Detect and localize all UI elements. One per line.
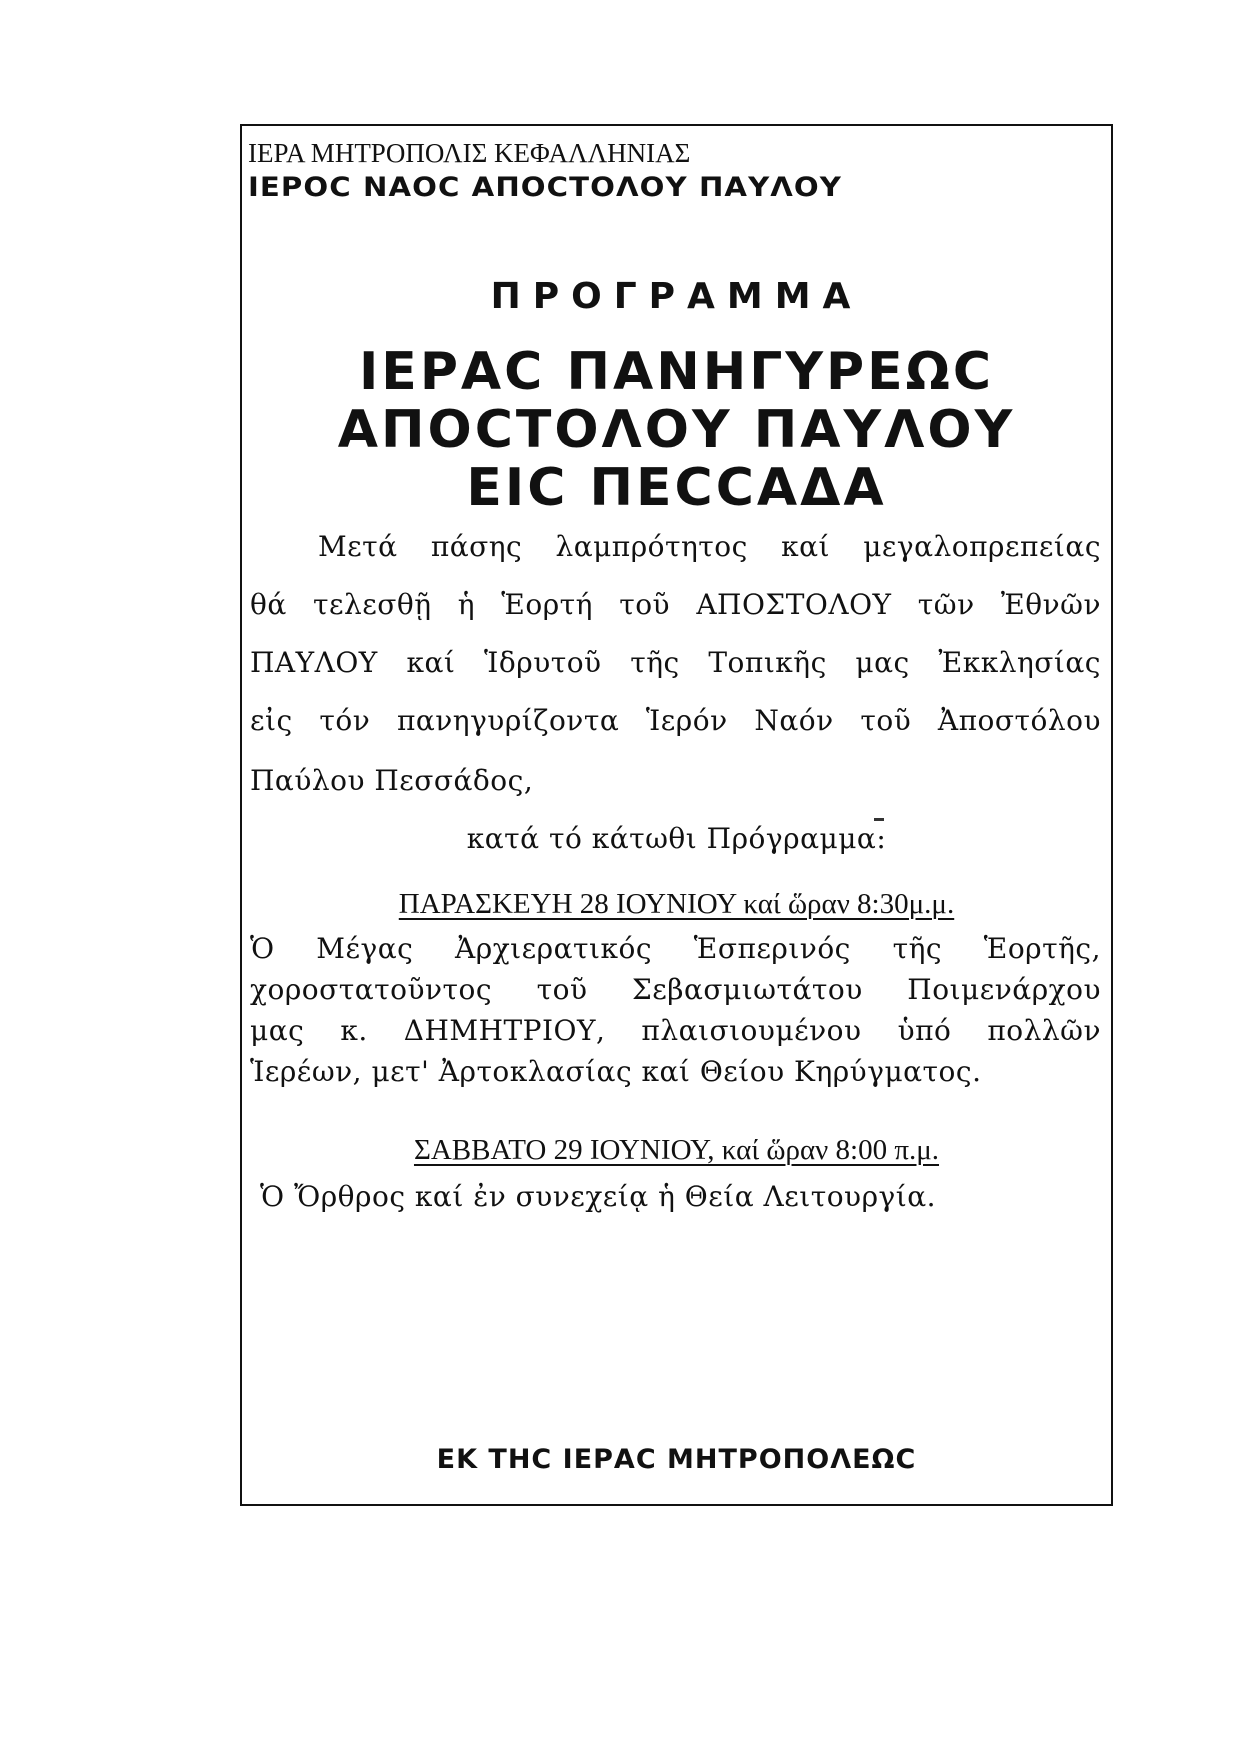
intro-line-2: θά τελεσθῇ ἡ Ἑορτή τοῦ ΑΠΟΣΤΟΛΟΥ τῶν Ἐθνῶν: [250, 588, 1101, 621]
friday-line-4: Ἱερέων, μετ' Ἀρτοκλασίας καί Θείου Κηρύγματος.: [250, 1055, 982, 1088]
notice-frame: [240, 124, 1113, 1506]
saturday-line-1: Ὁ Ὄρθρος καί ἐν συνεχείᾳ ἡ Θεία Λειτουργία.: [260, 1180, 937, 1213]
schedule-heading-saturday: ΣΑΒΒΑΤΟ 29 ΙΟΥΝΙΟΥ, καί ὥραν 8:00 π.μ.: [413, 1134, 940, 1166]
programme-label: ΠΡΟΓΡΑΜΜΑ: [490, 276, 863, 317]
intro-line-4: εἰς τόν πανηγυρίζοντα Ἱερόν Ναόν τοῦ Ἀποστόλου: [250, 704, 1101, 737]
title-line-1: ΙΕΡΑC ΠΑΝΗΓΥΡΕΩC: [358, 342, 995, 402]
church-name: ΙΕΡΟC ΝΑΟC ΑΠΟCΤΟΛΟΥ ΠΑΥΛΟΥ: [248, 172, 842, 203]
footer-signature: ΕΚ ΤΗC ΙΕΡΑC ΜΗΤΡΟΠΟΛΕΩC: [436, 1444, 917, 1475]
friday-line-1: Ὁ Μέγας Ἀρχιερατικός Ἑσπερινός τῆς Ἑορτῆς,: [250, 932, 1101, 965]
friday-line-2: χοροστατοῦντος τοῦ Σεβασμιωτάτου Ποιμενάρχου: [250, 973, 1101, 1006]
schedule-heading-friday: ΠΑΡΑΣΚΕΥΗ 28 ΙΟΥΝΙΟΥ καί ὥραν 8:30μ.μ.: [398, 888, 955, 920]
intro-line-5: Παύλου Πεσσάδος,: [250, 764, 534, 797]
metropolis-name: ΙΕΡΑ ΜΗΤΡΟΠΟΛΙΣ ΚΕΦΑΛΛΗΝΙΑΣ: [248, 138, 691, 168]
friday-line-3: μας κ. ΔΗΜΗΤΡΙΟΥ, πλαισιουμένου ὑπό πολλῶν: [250, 1014, 1101, 1047]
title-line-2: ΑΠΟCΤΟΛΟΥ ΠΑΥΛΟΥ: [337, 400, 1016, 460]
title-line-3: ΕΙC ΠΕCCΑΔΑ: [466, 458, 887, 518]
intro-line-3: ΠΑΥΛΟΥ καί Ἱδρυτοῦ τῆς Τοπικῆς μας Ἐκκλησίας: [250, 646, 1101, 679]
intro-line-1: Μετά πάσης λαμπρότητος καί μεγαλοπρεπείας: [318, 530, 1101, 563]
intro-closing: κατά τό κάτωθι Πρόγραμμα:: [466, 822, 887, 855]
stray-ink-mark: [874, 818, 884, 821]
